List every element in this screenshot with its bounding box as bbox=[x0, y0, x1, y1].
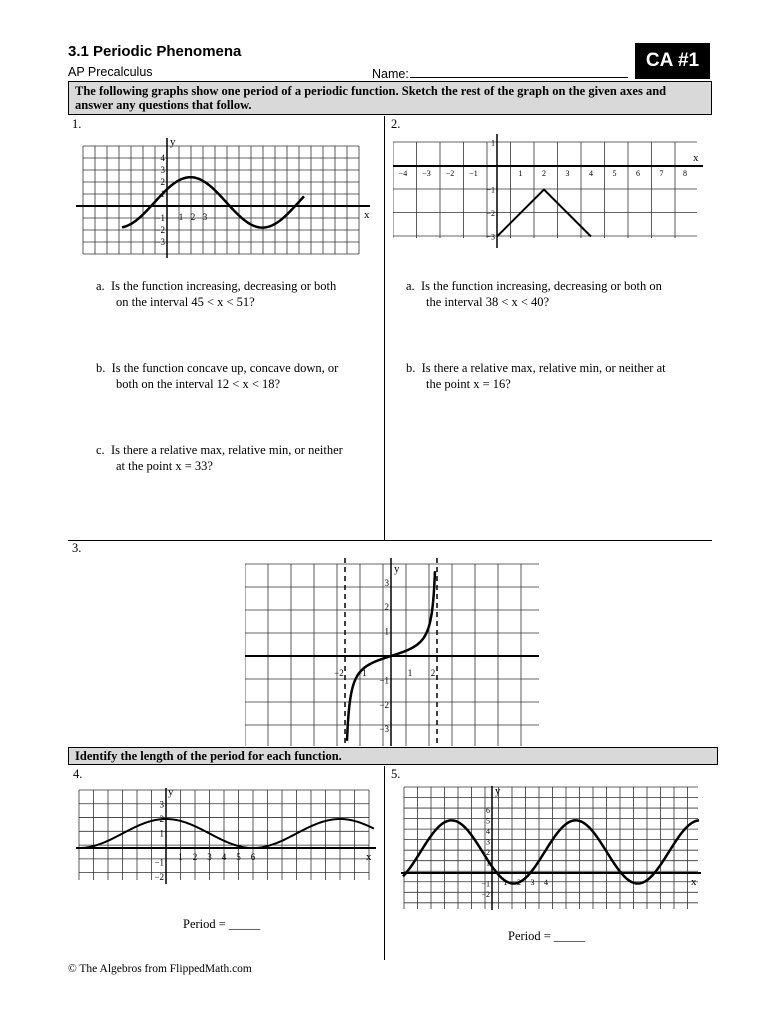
problem1-question-b bbox=[96, 360, 376, 392]
tick-label: 6 bbox=[636, 169, 640, 178]
section2-instructions: Identify the length of the period for each function. bbox=[68, 747, 718, 765]
problem5-period-label[interactable]: Period = _____ bbox=[508, 929, 586, 943]
problem2-curve bbox=[497, 190, 591, 237]
tick-label: 6 bbox=[250, 852, 256, 862]
problem3-y-label: y bbox=[394, 563, 400, 575]
question-text-line2: both on the interval 12 < x < 18? bbox=[116, 377, 281, 391]
tick-label: 3 bbox=[530, 878, 535, 887]
problem4-curve bbox=[76, 819, 374, 848]
problem2-x-label: x bbox=[693, 152, 699, 164]
tick-label: 1 bbox=[384, 626, 389, 637]
question-text-line1: Is there a relative max, relative min, or neither at bbox=[421, 361, 666, 375]
name-field[interactable] bbox=[372, 65, 628, 81]
question-text-line1: Is the function increasing, decreasing or both bbox=[110, 279, 337, 293]
tick-label: 2 bbox=[517, 878, 521, 887]
tick-label: 3 bbox=[160, 165, 165, 175]
problem4-graph[interactable] bbox=[76, 782, 378, 886]
problem2-graph[interactable] bbox=[393, 132, 705, 250]
course-name: AP Precalculus bbox=[68, 65, 153, 79]
problem4-period-label[interactable]: Period = _____ bbox=[183, 917, 261, 931]
column-divider-top bbox=[384, 116, 385, 540]
tick-label: 2 bbox=[542, 169, 546, 178]
problem1-graph[interactable] bbox=[76, 132, 376, 260]
tick-label: −1 bbox=[486, 185, 495, 195]
problem1-y-label: y bbox=[170, 136, 176, 148]
problem1-x-label: x bbox=[364, 209, 370, 221]
question-letter: a. bbox=[96, 279, 105, 293]
question-text-line2: the point x = 16? bbox=[426, 377, 511, 391]
tick-label: −1 bbox=[469, 169, 478, 178]
problem4-y-label: y bbox=[168, 786, 174, 798]
tick-label: 3 bbox=[207, 852, 212, 862]
problem5-curve bbox=[403, 820, 699, 883]
tick-label: −2 bbox=[334, 668, 344, 678]
question-text-line2: on the interval 45 < x < 51? bbox=[116, 295, 255, 309]
tick-label: 2 bbox=[190, 212, 196, 222]
problem3-graph[interactable] bbox=[245, 558, 541, 746]
tick-label: −2 bbox=[445, 169, 455, 178]
tick-label: 1 bbox=[160, 189, 165, 199]
tick-label: −2 bbox=[154, 872, 164, 882]
question-letter: c. bbox=[96, 443, 105, 457]
tick-label: 4 bbox=[589, 169, 593, 178]
question-letter: a. bbox=[406, 279, 415, 293]
question-letter: b. bbox=[406, 361, 416, 375]
tick-label: −1 bbox=[379, 675, 389, 686]
problem1-number: 1. bbox=[72, 117, 82, 131]
tick-label: −2 bbox=[155, 225, 165, 235]
name-label: Name: bbox=[372, 67, 409, 81]
problem4-x-label: x bbox=[366, 851, 372, 863]
tick-label: 1 bbox=[491, 138, 495, 148]
tick-label: 4 bbox=[221, 852, 227, 862]
problem1-question-a bbox=[96, 278, 376, 310]
tick-label: 3 bbox=[565, 169, 570, 178]
problem5-x-label: x bbox=[691, 876, 697, 888]
tick-label: −1 bbox=[481, 879, 490, 889]
tick-label: −1 bbox=[154, 857, 164, 868]
problem5-graph[interactable] bbox=[401, 780, 703, 912]
problem2-number: 2. bbox=[391, 117, 401, 131]
tick-label: 6 bbox=[486, 805, 490, 815]
tick-label: 8 bbox=[683, 169, 687, 178]
tick-label: −1 bbox=[155, 213, 165, 223]
tick-label: 4 bbox=[160, 153, 165, 163]
problem2-question-a bbox=[406, 278, 706, 310]
tick-label: −2 bbox=[486, 209, 495, 218]
tick-label: −3 bbox=[422, 169, 431, 178]
name-blank-line[interactable] bbox=[410, 65, 628, 78]
tick-label: −4 bbox=[398, 169, 408, 178]
tick-label: 2 bbox=[430, 668, 436, 678]
tick-label: −3 bbox=[155, 237, 165, 247]
tick-label: 1 bbox=[503, 878, 508, 887]
footer-copyright: © The Algebros from FlippedMath.com bbox=[68, 963, 252, 975]
problem5-number: 5. bbox=[391, 767, 401, 781]
problem2-question-b bbox=[406, 360, 706, 392]
tick-label: −1 bbox=[357, 668, 367, 678]
tick-label: 4 bbox=[486, 826, 490, 836]
tick-label: 2 bbox=[192, 852, 198, 862]
tick-label: 3 bbox=[159, 799, 164, 810]
problem5-y-label: y bbox=[495, 785, 501, 797]
tick-label: 5 bbox=[486, 816, 490, 826]
tick-label: 2 bbox=[384, 602, 389, 613]
tick-label: −2 bbox=[379, 699, 389, 710]
row-divider bbox=[68, 540, 712, 541]
tick-label: 7 bbox=[659, 169, 664, 178]
tick-label: 3 bbox=[384, 577, 389, 588]
tick-label: 1 bbox=[159, 828, 164, 839]
assignment-badge: CA #1 bbox=[635, 43, 710, 79]
problem1-question-c bbox=[96, 442, 381, 474]
tick-label: 1 bbox=[518, 169, 523, 178]
tick-label: 3 bbox=[202, 212, 208, 222]
tick-label: 2 bbox=[160, 177, 165, 187]
question-text-line2: at the point x = 33? bbox=[116, 459, 213, 473]
tick-label: 1 bbox=[178, 212, 184, 222]
question-text-line1: Is the function increasing, decreasing or both on bbox=[420, 279, 662, 293]
tick-label: 4 bbox=[544, 878, 548, 887]
tick-label: 5 bbox=[612, 169, 617, 178]
tick-label: 1 bbox=[486, 858, 490, 868]
tick-label: 5 bbox=[236, 852, 241, 862]
tick-label: 2 bbox=[486, 847, 490, 857]
tick-label: −3 bbox=[379, 724, 389, 735]
tick-label: 3 bbox=[486, 837, 490, 847]
tick-label: 1 bbox=[178, 852, 183, 862]
page-title: 3.1 Periodic Phenomena bbox=[68, 43, 242, 60]
section1-instructions: The following graphs show one period of a periodic function. Sketch the rest of the graph on the given axes and answer any questions that follow. bbox=[68, 81, 712, 115]
question-text-line2: the interval 38 < x < 40? bbox=[426, 295, 550, 309]
problem4-number: 4. bbox=[73, 767, 83, 781]
column-divider-bottom bbox=[384, 766, 385, 960]
question-text-line1: Is there a relative max, relative min, or neither bbox=[110, 443, 343, 457]
problem3-number: 3. bbox=[72, 541, 82, 555]
tick-label: 1 bbox=[407, 668, 413, 678]
tick-label: −3 bbox=[486, 232, 495, 242]
tick-label: 2 bbox=[159, 814, 164, 824]
question-letter: b. bbox=[96, 361, 106, 375]
question-text-line1: Is the function concave up, concave down, or bbox=[111, 361, 339, 375]
tick-label: −2 bbox=[481, 890, 490, 900]
problem1-curve bbox=[122, 177, 304, 227]
